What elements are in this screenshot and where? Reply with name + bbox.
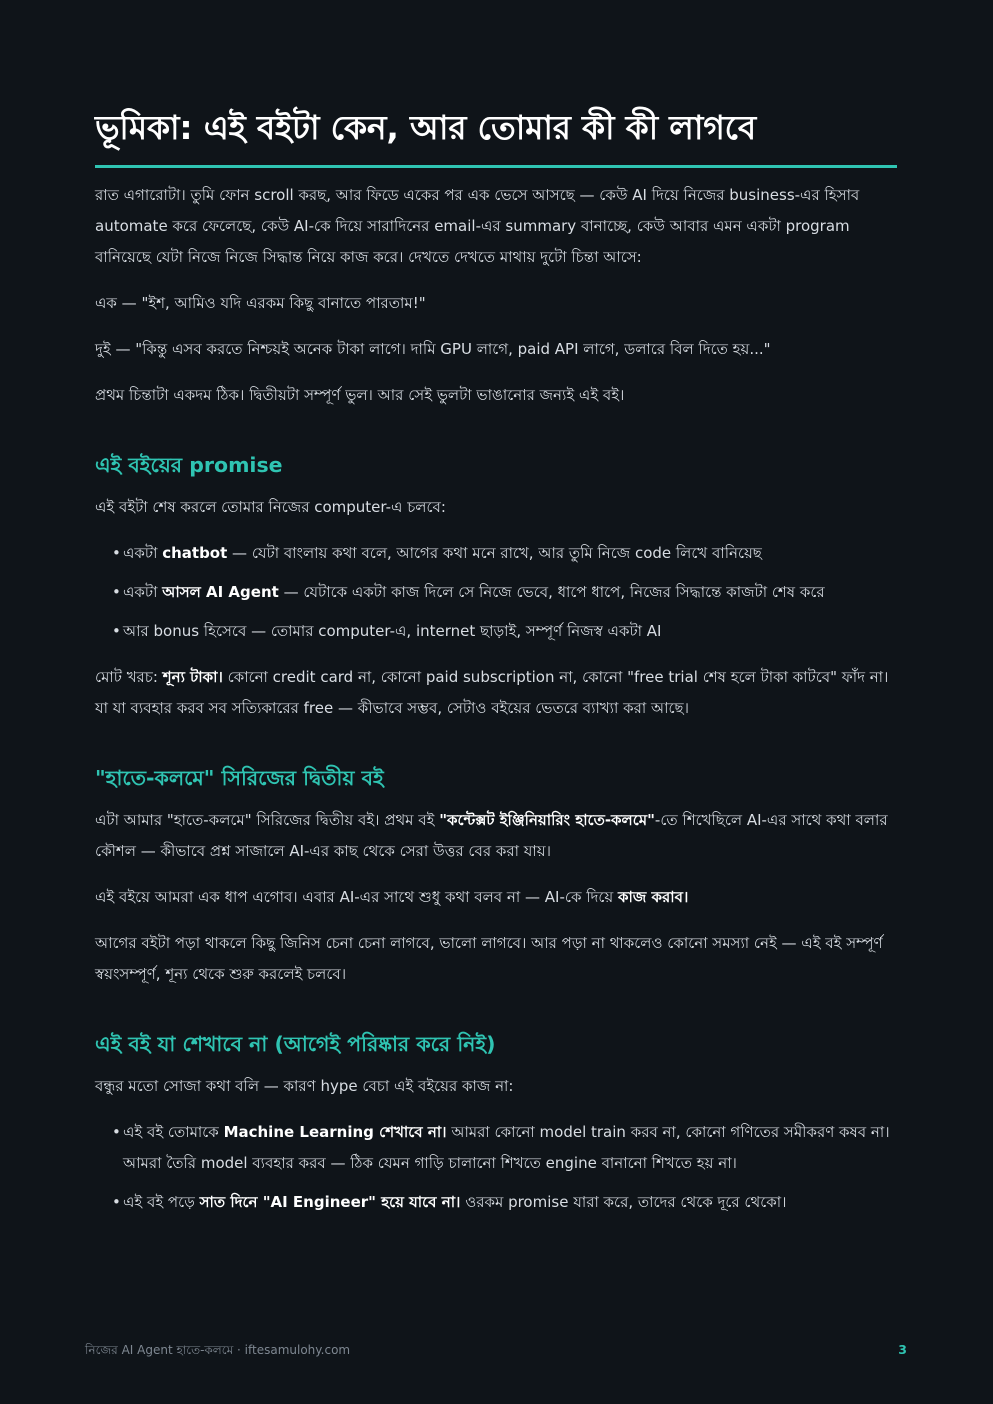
section-promise <box>95 449 897 724</box>
list-item-text: এই বই তোমাকে <box>123 1123 224 1141</box>
promise-lead: এই বইটা শেষ করলে তোমার নিজের computer-এ চলবে: <box>95 498 446 516</box>
series-paragraph-2 <box>95 882 897 913</box>
cost-paragraph <box>95 662 897 724</box>
section-heading-not-teach: এই বই যা শেখাবে না (আগেই পরিষ্কার করে নিই) <box>95 1032 496 1056</box>
list-item-text: ওরকম promise যারা করে, তাদের থেকে দূরে থেকো। <box>460 1193 787 1211</box>
content <box>95 180 897 1218</box>
cost-text: কোনো credit card না, কোনো paid subscription না, কোনো "free trial শেষ হলে টাকা কাটবে" ফাঁদ না। যা যা ব্যবহার করব সব সত্যিকারের free — কীভাবে সম্ভব, সেটাও বইয়ের ভেতরে ব্যাখ্যা করা আছে। <box>95 668 889 717</box>
list-item-text: আর bonus হিসেবে — তোমার computer-এ, internet ছাড়াই, সম্পূর্ণ নিজস্ব একটা AI <box>123 622 662 640</box>
series-bold: কাজ করাব। <box>618 888 689 906</box>
section-heading-promise: এই বইয়ের promise <box>95 453 283 477</box>
section-series <box>95 762 897 990</box>
list-item-text: — যেটা বাংলায় কথা বলে, আগের কথা মনে রাখে, আর তুমি নিজে code লিখে বানিয়েছ <box>227 544 762 562</box>
promise-list <box>95 538 897 647</box>
title-divider <box>95 165 897 168</box>
list-item <box>113 1117 897 1179</box>
list-item <box>113 538 897 569</box>
section-heading-series: "হাতে-কলমে" সিরিজের দ্বিতীয় বই <box>95 766 384 790</box>
list-item-text: — যেটাকে একটা কাজ দিলে সে নিজে ভেবে, ধাপে ধাপে, নিজের সিদ্ধান্তে কাজটা শেষ করে <box>278 583 825 601</box>
list-item-text: একটা <box>123 544 163 562</box>
list-item <box>113 1187 897 1218</box>
list-item-bold: আসল AI Agent <box>162 583 279 601</box>
series-paragraph-3: আগের বইটা পড়া থাকলে কিছু জিনিস চেনা চেনা লাগবে, ভালো লাগবে। আর পড়া না থাকলেও কোনো সমস্যা নেই — এই বই সম্পূর্ণ স্বয়ংসম্পূর্ণ, শূন্য থেকে শুরু করলেই চলবে। <box>95 934 883 983</box>
cost-bold: শূন্য টাকা। <box>162 668 223 686</box>
intro-paragraph-4: প্রথম চিন্তাটা একদম ঠিক। দ্বিতীয়টা সম্পূর্ণ ভুল। আর সেই ভুলটা ভাঙানোর জন্যই এই বই। <box>95 386 625 404</box>
not-teach-list <box>95 1117 897 1218</box>
list-item-text: আমরা কোনো model train করব না, কোনো গণিতের সমীকরণ কষব না। আমরা তৈরি model ব্যবহার করব — ঠিক যেমন গাড়ি চালানো শিখতে engine বানানো শিখতে হয় না। <box>123 1123 890 1172</box>
list-item-text: একটা <box>123 583 163 601</box>
not-teach-lead: বন্ধুর মতো সোজা কথা বলি — কারণ hype বেচা এই বইয়ের কাজ না: <box>95 1077 514 1095</box>
series-book-title: "কন্টেক্সট ইঞ্জিনিয়ারিং হাতে-কলমে" <box>439 811 655 829</box>
list-item-text: এই বই পড়ে <box>123 1193 200 1211</box>
page-title: ভূমিকা: এই বইটা কেন, আর তোমার কী কী লাগবে <box>95 108 757 147</box>
intro-paragraph-3: দুই — "কিন্তু এসব করতে নিশ্চয়ই অনেক টাকা লাগে। দামি GPU লাগে, paid API লাগে, ডলারে বিল দিতে হয়..." <box>95 340 771 358</box>
cost-text: মোট খরচ: <box>95 668 163 686</box>
footer-running-title: নিজের AI Agent হাতে-কলমে · iftesamulohy.com <box>85 1343 351 1357</box>
intro-paragraph-2: এক — "ইশ, আমিও যদি এরকম কিছু বানাতে পারতাম!" <box>95 294 426 312</box>
page-number: 3 <box>898 1342 907 1357</box>
list-item-bold: Machine Learning শেখাবে না। <box>223 1123 447 1141</box>
series-text: -তে শিখেছিলে AI-এর সাথে কথা বলার কৌশল — কীভাবে প্রশ্ন সাজালে AI-এর কাছ থেকে সেরা উত্তর বের করা যায়। <box>95 811 888 860</box>
list-item-bold: সাত দিনে "AI Engineer" হয়ে যাবে না। <box>199 1193 461 1211</box>
series-paragraph-1 <box>95 805 897 867</box>
list-item <box>113 616 897 647</box>
list-item-bold: chatbot <box>162 544 228 562</box>
series-text: এই বইয়ে আমরা এক ধাপ এগোব। এবার AI-এর সাথে শুধু কথা বলব না — AI-কে দিয়ে <box>95 888 619 906</box>
list-item <box>113 577 897 608</box>
section-not-teach <box>95 1028 897 1218</box>
intro-paragraph-1: রাত এগারোটা। তুমি ফোন scroll করছ, আর ফিডে একের পর এক ভেসে আসছে — কেউ AI দিয়ে নিজের business-এর হিসাব automate করে ফেলেছে, কেউ AI-কে দিয়ে সারাদিনের email-এর summary বানাচ্ছে, কেউ আবার এমন একটা program বানিয়েছে যেটা নিজে নিজে সিদ্ধান্ত নিয়ে কাজ করে। দেখতে দেখতে মাথায় দুটো চিন্তা আসে: <box>95 186 860 266</box>
series-text: এটা আমার "হাতে-কলমে" সিরিজের দ্বিতীয় বই। প্রথম বই <box>95 811 440 829</box>
